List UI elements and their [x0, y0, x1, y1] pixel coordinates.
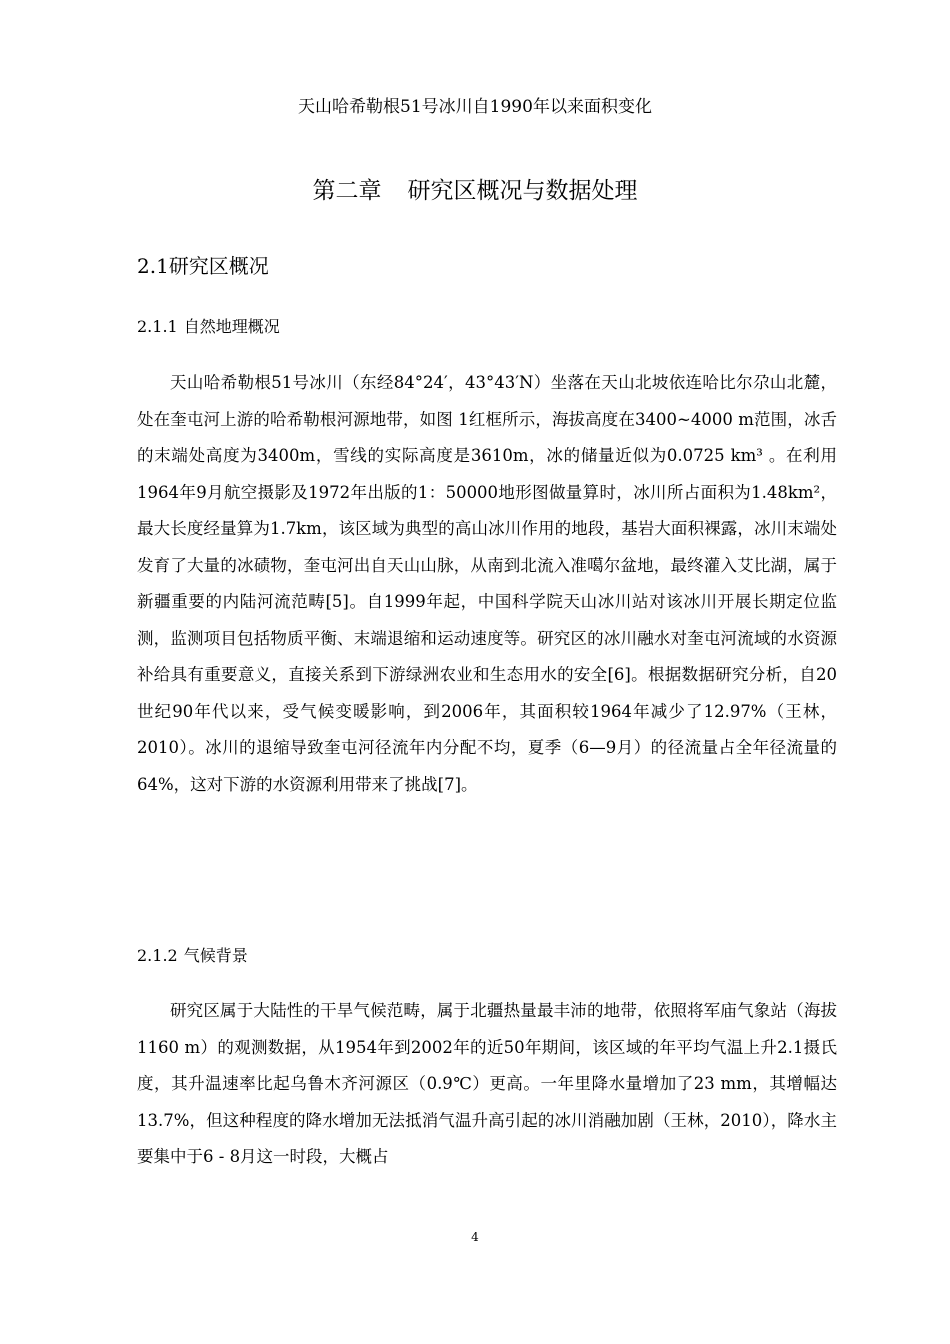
subsection-number: 2.1.1 — [137, 317, 178, 336]
subsection-title: 气候背景 — [183, 946, 248, 965]
section-number: 2.1 — [137, 254, 169, 278]
page-number: 4 — [471, 1230, 479, 1244]
section-heading — [137, 250, 269, 279]
subsection-title: 自然地理概况 — [183, 317, 280, 336]
running-header: 天山哈希勒根51号冰川自1990年以来面积变化 — [298, 97, 652, 117]
subsection-heading-1 — [137, 314, 280, 337]
chapter-number: 第二章 — [312, 178, 382, 204]
section-title: 研究区概况 — [168, 254, 269, 278]
subsection-number: 2.1.2 — [137, 946, 178, 965]
body-paragraph-2: 研究区属于大陆性的干旱气候范畴，属于北疆热量最丰沛的地带，依照将军庙气象站（海拔1160 m）的观测数据，从1954年到2002年的近50年期间，该区域的年平均气温上升2.1摄氏度，其升温速率比起乌鲁木齐河源区（0.9℃）更高。一年里降水量增加了23 mm，其增幅达13.7%，但这种程度的降水增加无法抵消气温升高引起的冰川消融加剧（王林，2010），降水主要集中于6 - 8月这一时段，大概占 — [137, 1001, 837, 1166]
chapter-title: 研究区概况与数据处理 — [407, 178, 638, 204]
subsection-heading-2 — [137, 943, 248, 966]
body-paragraph-1: 天山哈希勒根51号冰川（东经84°24′，43°43′N）坐落在天山北坡依连哈比尔尕山北麓，处在奎屯河上游的哈希勒根河源地带，如图 1红框所示，海拔高度在3400~4000 m范围，冰舌的末端处高度为3400m，雪线的实际高度是3610m，冰的储量近似为0.0725 km³ 。在利用1964年9月航空摄影及1972年出版的1：50000地形图做量算时，冰川所占面积为1.48km²，最大长度经量算为1.7km，该区域为典型的高山冰川作用的地段，基岩大面积裸露，冰川末端处发育了大量的冰碛物，奎屯河出自天山山脉，从南到北流入准噶尔盆地，最终灌入艾比湖，属于新疆重要的内陆河流范畴[5]。自1999年起，中国科学院天山冰川站对该冰川开展长期定位监测，监测项目包括物质平衡、末端退缩和运动速度等。研究区的冰川融水对奎屯河流域的水资源补给具有重要意义，直接关系到下游绿洲农业和生态用水的安全[6]。根据数据研究分析，自20世纪90年代以来，受气候变暖影响，到2006年，其面积较1964年减少了12.97%（王林，2010）。冰川的退缩导致奎屯河径流年内分配不均，夏季（6—9月）的径流量占全年径流量的64%，这对下游的水资源利用带来了挑战[7]。 — [137, 373, 837, 794]
chapter-heading — [0, 172, 950, 205]
